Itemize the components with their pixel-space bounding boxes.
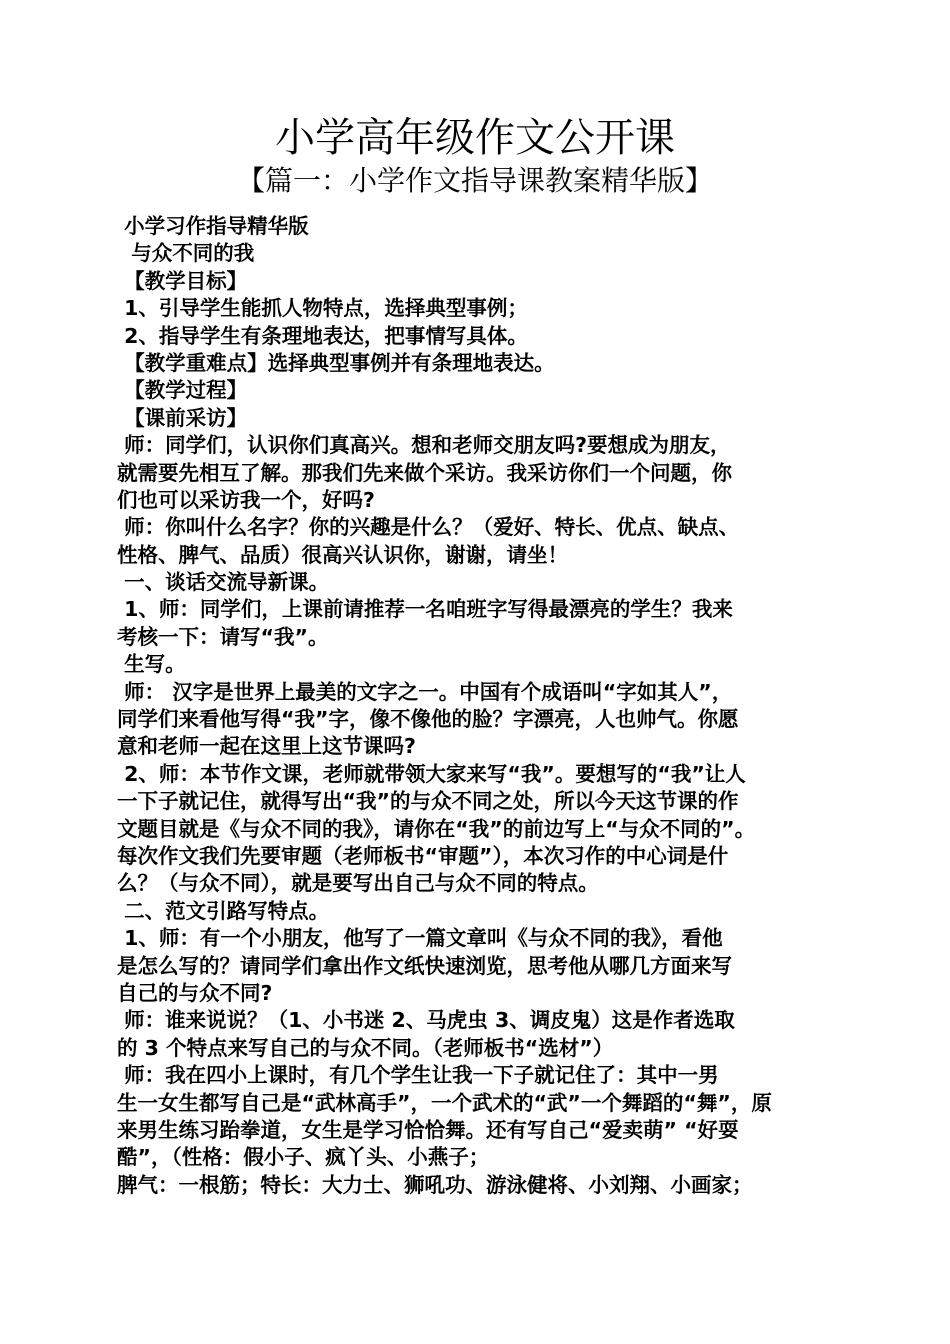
text-line: 【教学过程】: [117, 378, 248, 403]
document-subtitle: 【篇一：小学作文指导课教案精华版】: [236, 164, 713, 197]
text-line: 就需要先相互了解。那我们先来做个采访。我采访你们一个问题，你: [117, 460, 732, 485]
text-line: 一下子就记住，就得写出“我”的与众不同之处，所以今天这节课的作: [117, 789, 739, 814]
text-line: 2、指导学生有条理地表达，把事情写具体。: [117, 323, 528, 348]
text-line: 【教学重难点】选择典型事例并有条理地表达。: [117, 350, 555, 375]
text-line: 生写。: [117, 652, 186, 677]
text-line: 【课前采访】: [117, 405, 248, 430]
text-line: 2、师：本节作文课，老师就带领大家来写“我”。要想写的“我”让人: [117, 761, 746, 786]
text-line: 么？（与众不同），就是要写出自己与众不同的特点。: [117, 871, 599, 896]
document-title: 小学高年级作文公开课: [275, 115, 675, 161]
text-line: 师：我在四小上课时，有几个学生让我一下子就记住了：其中一男: [117, 1063, 719, 1088]
text-line: 来男生练习跆拳道，女生是学习恰恰舞。还有写自己“爱卖萌” “好耍: [117, 1117, 739, 1142]
document-body: [117, 213, 852, 1199]
text-line: 脾气：一根筋；特长：大力士、狮吼功、游泳健将、小刘翔、小画家；: [117, 1172, 753, 1197]
text-line: 二、范文引路写特点。: [117, 898, 330, 923]
text-line: 同学们来看他写得“我”字，像不像他的脸？字漂亮，人也帅气。你愿: [117, 707, 739, 732]
text-line: 小学习作指导精华版: [117, 214, 309, 238]
text-line: 一、谈话交流导新课。: [117, 570, 330, 595]
text-line: 【教学目标】: [117, 268, 248, 293]
text-line: 酷”，（性格：假小子、疯丫头、小燕子；: [117, 1145, 490, 1170]
text-line: 师： 汉字是世界上最美的文字之一。中国有个成语叫“字如其人”，: [117, 679, 733, 704]
text-line: 1、师：有一个小朋友，他写了一篇文章叫《与众不同的我》，看他: [117, 926, 723, 951]
text-line: 考核一下：请写“我”。: [117, 624, 329, 649]
text-line: 性格、脾气、品质）很高兴认识你，谢谢，请坐！: [117, 542, 568, 567]
text-line: 意和老师一起在这里上这节课吗?: [117, 734, 416, 759]
text-line: 自己的与众不同?: [117, 980, 273, 1005]
text-line: 们也可以采访我一个，好吗?: [117, 487, 375, 512]
text-line: 1、师：同学们，上课前请推荐一名咱班字写得最漂亮的学生？我来: [117, 597, 733, 622]
text-line: 1、引导学生能抓人物特点，选择典型事例；: [117, 296, 528, 321]
text-line: 每次作文我们先要审题（老师板书“审题”），本次习作的中心词是什: [117, 843, 729, 868]
text-line: 与众不同的我: [117, 241, 255, 266]
text-line: 师：谁来说说？（1、小书迷 2、马虎虫 3、调皮鬼）这是作者选取: [117, 1008, 735, 1033]
text-line: 师：你叫什么名字？你的兴趣是什么？（爱好、特长、优点、缺点、: [117, 515, 740, 540]
text-line: 生一女生都写自己是“武林高手”，一个武术的“武”一个舞蹈的“舞”，原: [117, 1090, 772, 1115]
text-line: 是怎么写的？请同学们拿出作文纸快速浏览，思考他从哪几方面来写: [117, 953, 732, 978]
text-line: 师：同学们，认识你们真高兴。想和老师交朋友吗?要想成为朋友，: [117, 433, 731, 458]
text-line: 的 3 个特点来写自己的与众不同。（老师板书“选材”）: [117, 1035, 614, 1060]
text-line: 文题目就是《与众不同的我》，请你在“我”的前边写上“与众不同的”。: [117, 816, 756, 841]
